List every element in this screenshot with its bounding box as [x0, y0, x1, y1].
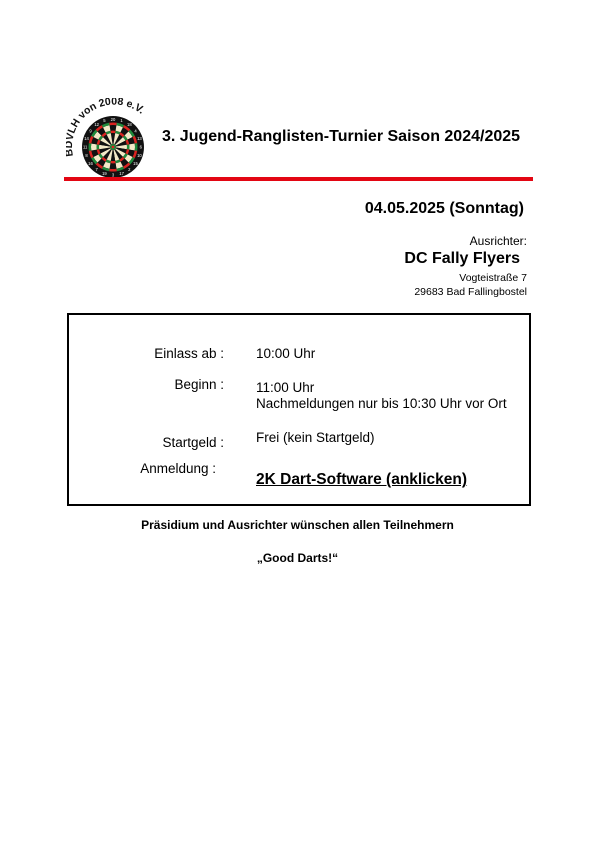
svg-text:19: 19 [102, 171, 107, 177]
svg-text:5: 5 [103, 118, 106, 124]
organizer-street: Vogteistraße 7 [459, 272, 527, 284]
svg-text:16: 16 [88, 160, 93, 166]
start-label: Beginn : [174, 377, 224, 392]
fee-label: Startgeld : [162, 435, 224, 450]
svg-text:6: 6 [139, 144, 142, 150]
svg-text:7: 7 [95, 167, 98, 173]
svg-text:9: 9 [89, 128, 92, 134]
registration-link[interactable]: 2K Dart-Software (anklicken) [256, 471, 468, 488]
organizer-label: Ausrichter: [469, 234, 527, 248]
organizer-city: 29683 Bad Fallingbostel [414, 286, 527, 298]
svg-text:14: 14 [84, 136, 89, 142]
header-divider [64, 177, 533, 181]
svg-text:12: 12 [94, 122, 99, 128]
club-logo [66, 98, 160, 180]
late-registration-note: Nachmeldungen nur bis 10:30 Uhr vor Ort [256, 396, 507, 411]
svg-text:2: 2 [128, 167, 131, 173]
logo-arc-text: LH von 2008 e.V. [66, 98, 147, 136]
registration-label: Anmeldung : [140, 461, 216, 476]
organizer-name: DC Fally Flyers [404, 250, 520, 267]
svg-text:11: 11 [83, 144, 88, 150]
svg-text:4: 4 [134, 128, 137, 134]
fee-value: Frei (kein Startgeld) [256, 430, 375, 445]
svg-text:8: 8 [85, 153, 88, 159]
closing-greeting: „Good Darts!“ [256, 551, 339, 565]
svg-text:10: 10 [137, 153, 142, 159]
svg-text:15: 15 [133, 160, 138, 166]
svg-text:18: 18 [127, 122, 132, 128]
entry-label: Einlass ab : [154, 346, 224, 361]
event-date: 04.05.2025 (Sonntag) [364, 200, 524, 217]
closing-message: Präsidium und Ausrichter wünschen allen Teilnehmern [141, 518, 454, 532]
start-value: 11:00 Uhr [256, 380, 315, 395]
svg-text:3: 3 [111, 172, 115, 178]
svg-text:13: 13 [137, 136, 142, 142]
svg-text:1: 1 [120, 118, 123, 124]
svg-text:17: 17 [119, 171, 124, 177]
dartboard-logo-icon [66, 98, 160, 180]
entry-value: 10:00 Uhr [256, 346, 316, 361]
page-title: 3. Jugend-Ranglisten-Turnier Saison 2024/2025 [162, 128, 521, 145]
svg-text:20: 20 [110, 116, 116, 122]
